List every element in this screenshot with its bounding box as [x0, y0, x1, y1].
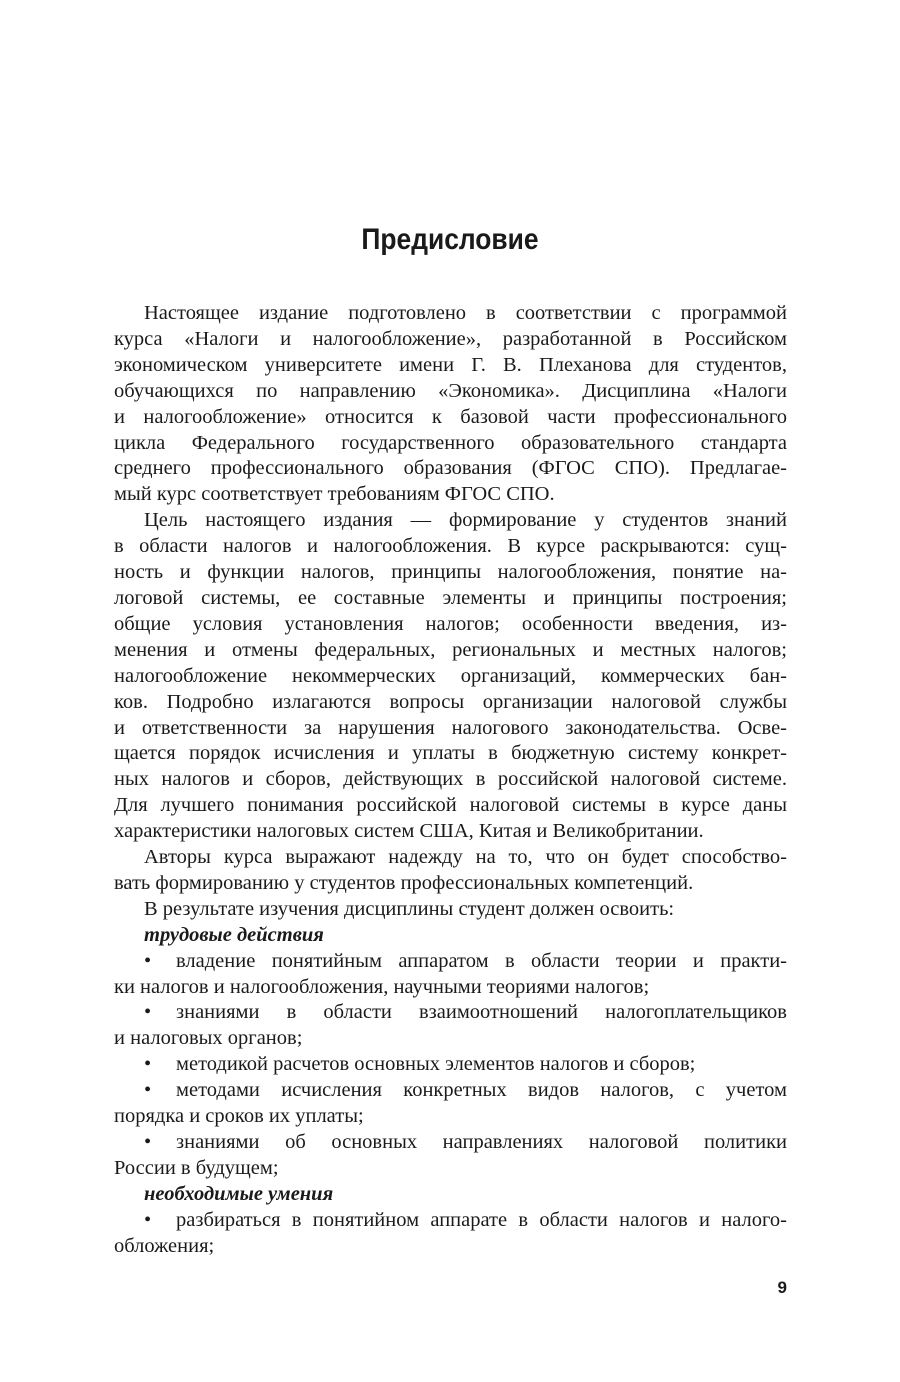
text-line: обучающихся по направлению «Экономика». Дисциплина «Налоги — [114, 379, 787, 402]
text-line: щается порядок исчисления и уплаты в бюджетную систему конкрет- — [114, 742, 787, 765]
text-line: Настоящее издание подготовлено в соответствии с программой — [144, 302, 787, 324]
bullet-icon: • — [144, 1001, 152, 1024]
text-line: менения и отмены федеральных, региональных и местных налогов; — [114, 638, 787, 661]
text-line: среднего профессионального образования (ФГОС СПО). Предлагае- — [114, 457, 787, 480]
bullet-text: владение понятийным аппаратом в области теории и практи- — [176, 949, 787, 972]
bullet-line — [114, 1208, 787, 1234]
bullet-line — [114, 949, 787, 975]
bullet-text: разбираться в понятийном аппарате в области налогов и налого- — [176, 1208, 787, 1231]
bullet-line — [114, 1078, 787, 1104]
text-line: вать формированию у студентов профессиональных компетенций. — [114, 871, 694, 894]
text-line: мый курс соответствует требованиям ФГОС СПО. — [114, 483, 555, 506]
text-line: В результате изучения дисциплины студент должен освоить: — [144, 897, 675, 920]
text-line: Цель настоящего издания — формирование у студентов знаний — [144, 509, 787, 532]
text-line: ков. Подробно излагаются вопросы организации налоговой службы — [114, 690, 787, 713]
text-line: цикла Федерального государственного образовательного стандарта — [114, 431, 787, 454]
bullet-icon: • — [144, 1131, 152, 1153]
text-line: ность и функции налогов, принципы налогообложения, понятие на- — [114, 561, 787, 584]
text-line: обложения; — [114, 1234, 215, 1257]
bullet-text: методами исчисления конкретных видов налогов, с учетом — [176, 1079, 787, 1102]
text-line: и ответственности за нарушения налогового законодательства. Осве- — [114, 716, 787, 739]
text-line: России в будущем; — [114, 1156, 279, 1179]
text-line: и налогообложение» относится к базовой части профессионального — [114, 405, 787, 428]
text-line: в области налогов и налогообложения. В курсе раскрываются: сущ- — [114, 535, 787, 558]
bullet-line — [114, 1000, 787, 1026]
text-line: Для лучшего понимания российской налоговой системы в курсе даны — [114, 794, 787, 817]
body-text — [114, 301, 787, 1260]
bullet-line — [114, 1130, 787, 1156]
text-line: порядка и сроков их уплаты; — [114, 1105, 364, 1128]
bullet-icon: • — [144, 949, 152, 972]
text-line: и налоговых органов; — [114, 1027, 303, 1050]
text-line: ки налогов и налогообложения, научными теориями налогов; — [114, 975, 650, 998]
section-heading: необходимые умения — [144, 1182, 334, 1205]
bullet-icon: • — [144, 1208, 152, 1231]
text-line: экономическом университете имени Г. В. Плеханова для студентов, — [114, 353, 787, 376]
bullet-text: знаниями об основных направлениях налоговой политики — [176, 1131, 787, 1153]
text-line: Авторы курса выражают надежду на то, что он будет способство- — [144, 846, 787, 869]
text-line: налогообложение некоммерческих организаций, коммерческих бан- — [114, 664, 787, 687]
section-heading: трудовые действия — [144, 923, 324, 946]
text-line: характеристики налоговых систем США, Китая и Великобритании. — [114, 820, 704, 843]
bullet-icon: • — [144, 1053, 152, 1076]
text-line: ных налогов и сборов, действующих в российской налоговой системе. — [114, 768, 787, 791]
page-number: 9 — [777, 1278, 787, 1297]
bullet-text: методикой расчетов основных элементов налогов и сборов; — [176, 1053, 696, 1076]
text-line: курса «Налоги и налогообложение», разработанной в Российском — [114, 327, 787, 350]
bullet-line — [114, 1052, 787, 1078]
text-line: общие условия установления налогов; особенности введения, из- — [114, 612, 787, 635]
bullet-text: знаниями в области взаимоотношений налогоплательщиков — [176, 1001, 787, 1024]
bullet-icon: • — [144, 1079, 152, 1102]
text-line: логовой системы, ее составные элементы и принципы построения; — [114, 586, 787, 609]
page-title: Предисловие — [361, 223, 539, 256]
